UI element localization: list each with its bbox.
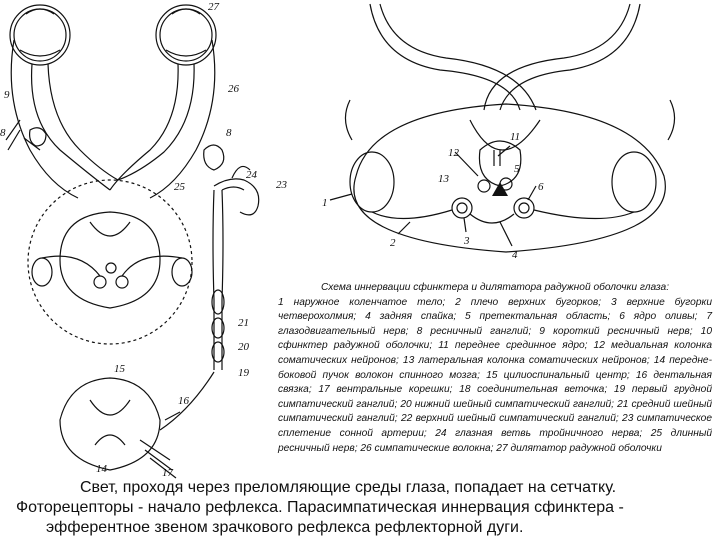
label-12: 12 xyxy=(448,147,459,159)
label-14: 14 xyxy=(96,463,107,475)
spinal-cord-section xyxy=(60,372,214,478)
label-20: 20 xyxy=(238,341,249,353)
caption-body: 1 наружное коленчатое тело; 2 плечо верхних бугорков; 3 верхние бугорки четверохолмия; 4 задняя спайка; 5 претектальная область; 6 ядро оливы; 7 глазодвигательный нерв; 8 ресничный ганглий; 9 короткий ресничный нерв; 10 сфинктер радужной оболочки; 11 переднее срединное ядро; 12 медиальная колонка соматических нейронов; 13 латеральная колонка соматических нейронов; 14 передне-боковой пучок волокон спинного мозга; 15 цилиоспинальный центр; 16 дентальная связка; 17 вентральные корешки; 18 соединительная веточка; 19 первый грудной симпатический ганглий; 20 нижний шейный симпатический ганглий; 21 средний шейный симпатический ганглий; 22 верхний шейный симпатический ганглий; 23 симпатическое сплетение сонной артерии; 24 глазная ветвь тройничного нерва; 25 длинный ресничный нерв; 26 симпатические волокна; 27 дилятатор радужной оболочки xyxy=(278,296,712,454)
sympathetic-chain xyxy=(212,166,259,370)
label-17: 17 xyxy=(162,467,173,479)
slide-text-line-2: Фоторецепторы - начало рефлекса. Парасимпатическая иннервация сфинктера - xyxy=(16,499,624,516)
right-optic-tracts xyxy=(345,4,674,140)
label-4: 4 xyxy=(512,249,518,261)
right-midbrain-section xyxy=(350,104,665,252)
label-15: 15 xyxy=(114,363,125,375)
label-27: 27 xyxy=(208,1,219,13)
left-midbrain-section xyxy=(32,212,192,308)
label-9: 9 xyxy=(4,89,10,101)
left-eye xyxy=(10,5,70,65)
caption-title: Схема иннервации сфинктера и дилятатора радужной оболочки глаза: xyxy=(320,282,670,293)
label-13: 13 xyxy=(438,173,449,185)
label-3: 3 xyxy=(464,235,470,247)
slide-text-line-1: Свет, проходя через преломляющие среды глаза, попадает на сетчатку. xyxy=(80,479,617,496)
label-11: 11 xyxy=(510,131,521,143)
figure-caption xyxy=(278,281,712,456)
label-1: 1 xyxy=(322,197,328,209)
optic-pathways xyxy=(6,40,215,198)
label-8-left: 8 xyxy=(0,127,6,139)
label-26: 26 xyxy=(228,83,239,95)
label-19: 19 xyxy=(238,367,249,379)
slide-text-line-3: эфферентное звеном зрачкового рефлекса рефлекторной дуги. xyxy=(46,519,524,536)
label-16: 16 xyxy=(178,395,189,407)
slide-text xyxy=(0,478,720,538)
label-5: 5 xyxy=(514,163,520,175)
midbrain-dashed-outline xyxy=(28,180,192,344)
label-24: 24 xyxy=(246,169,257,181)
label-23: 23 xyxy=(276,179,287,191)
right-eye xyxy=(156,5,216,65)
label-25: 25 xyxy=(174,181,185,193)
label-6: 6 xyxy=(538,181,544,193)
label-2: 2 xyxy=(390,237,396,249)
label-8-right: 8 xyxy=(226,127,232,139)
label-21: 21 xyxy=(238,317,249,329)
